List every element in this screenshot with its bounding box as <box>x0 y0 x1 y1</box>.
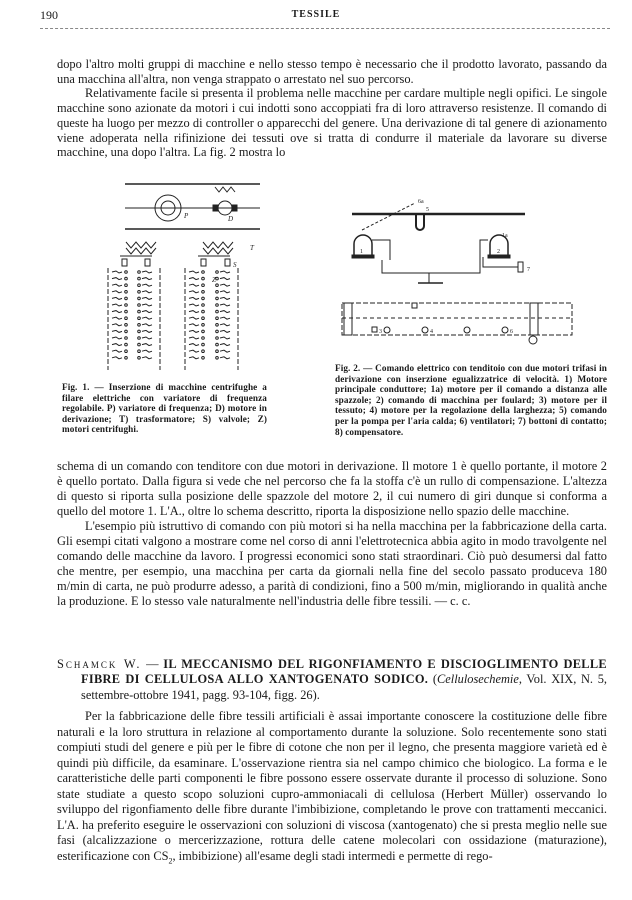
figure-2-caption: Fig. 2. — Comando elettrico con tenditoio con due motori trifasi in derivazione con inserzione egualizzatrice di velocità. 1) Motore principale conduttore; 1a) motore per il comando a distanza alle spazzole; 2) comando di macchina per foulard; 3) motore per il tessuto; 4) motore per la regolazione della larghezza; 5) comando per la pompa per l'aria calda; 6) ventilatori; 7) bottoni di contatto; 8) compensatore. <box>335 363 607 437</box>
contact-mark <box>125 324 128 327</box>
contact-mark <box>138 337 141 340</box>
header-rule <box>40 28 610 29</box>
contact-mark <box>125 330 128 333</box>
contact-mark <box>202 291 205 294</box>
contact-mark <box>202 317 205 320</box>
figure-1-caption: Fig. 1. — Inserzione di macchine centrifughe a filare elettriche con variatore di frequenza regolabile. P) variatore di frequenza; D) motore in derivazione; T) trasformatore; S) valvole; Z) motori centrifughi. <box>62 382 267 435</box>
fig2-label: 5 <box>426 207 429 213</box>
contact-mark <box>125 271 128 274</box>
contact-mark <box>125 343 128 346</box>
figure-2-diagram <box>340 185 585 350</box>
dash: — <box>141 657 164 671</box>
contact-mark <box>138 291 141 294</box>
contact-mark <box>216 330 219 333</box>
switch-mark <box>189 330 199 332</box>
switch-mark <box>142 324 152 326</box>
contact-mark <box>202 330 205 333</box>
contact-mark <box>202 277 205 280</box>
contact-mark <box>138 317 141 320</box>
contact-mark <box>216 297 219 300</box>
contact-mark <box>216 291 219 294</box>
switch-mark <box>142 317 152 319</box>
switch-mark <box>220 344 230 346</box>
fig1-label: Z <box>212 276 216 284</box>
switch-mark <box>189 324 199 326</box>
contact-mark <box>138 324 141 327</box>
switch-mark <box>142 350 152 352</box>
switch-mark <box>112 311 122 313</box>
page-number: 190 <box>40 8 58 22</box>
running-title: TESSILE <box>291 9 341 20</box>
contact-mark <box>216 310 219 313</box>
contact-mark <box>202 350 205 353</box>
switch-mark <box>189 357 199 359</box>
switch-mark <box>112 337 122 339</box>
contact-mark <box>138 297 141 300</box>
switch-mark <box>189 311 199 313</box>
contact-mark <box>138 330 141 333</box>
contact-mark <box>216 277 219 280</box>
switch-mark <box>220 350 230 352</box>
contact-mark <box>125 277 128 280</box>
contact-mark <box>125 304 128 307</box>
article-citation <box>57 657 607 703</box>
fig2-label: 1 <box>360 249 363 255</box>
fig1-label: S <box>233 261 237 269</box>
switch-mark <box>112 324 122 326</box>
switch-mark <box>112 357 122 359</box>
switch-mark <box>142 330 152 332</box>
paragraph: dopo l'altro molti gruppi di macchine e nello stesso tempo è necessario che il prodotto lavorato, passando da una macchina all'altra, non venga strappato o arrestato nel suo percorso. <box>57 57 607 86</box>
switch-mark <box>142 284 152 286</box>
contact-mark <box>138 284 141 287</box>
article-body <box>57 709 607 868</box>
switch-mark <box>189 344 199 346</box>
contact-mark <box>138 277 141 280</box>
contact-mark <box>138 357 141 360</box>
contact-mark <box>202 271 205 274</box>
switch-mark <box>142 271 152 273</box>
switch-mark <box>112 278 122 280</box>
fig1-label: T <box>250 244 254 252</box>
paren: ( <box>428 672 437 687</box>
contact-mark <box>216 271 219 274</box>
switch-mark <box>142 304 152 306</box>
switch-mark <box>220 297 230 299</box>
fig2-label: 6a <box>418 199 424 205</box>
fig2-label: 2 <box>497 249 500 255</box>
switch-mark <box>220 357 230 359</box>
fig2-label: 6 <box>510 329 513 335</box>
switch-mark <box>189 337 199 339</box>
switch-mark <box>112 344 122 346</box>
contact-mark <box>216 337 219 340</box>
body-text: Per la fabbricazione delle fibre tessili artificiali è assai importante conoscere la costituzione delle fibre naturali e la loro struttura in relazione al comportamento durante la soluzione. Solo recentemente sono stati compiuti studi del genere e più per le fibre di cotone che non per il legno, che presenta maggiore varietà ed è quindi più difficile, da esaminare. L'osservazione rientra sia nel campo chimico che biologico. La forma e le caratteristiche delle parti componenti le fibre possono essere osservate durante il processo di soluzione. Sono state studiate a questo scopo soluzioni cupro-ammoniacali di cellulosa (Herbert Müller) osservando lo sviluppo del rigonfiamento delle fibre durante l'imbibizione, completando le prove con trattamenti meccanici. L'A. ha preferito eseguire le osservazioni con soluzioni di viscosa (xantogenato) che si presta meglio nelle sue fasi (alcalizzazione o mercerizzazione, rottura delle catene molecolari con ossidazione (maturazione), esterificazione con CS <box>57 709 607 863</box>
contact-mark <box>216 284 219 287</box>
switch-mark <box>142 337 152 339</box>
contact-mark <box>125 310 128 313</box>
citation-details: , Vol. XIX, N. 5, settembre-ottobre 1941, pagg. 93-104, figg. 26). <box>81 672 608 702</box>
paragraph: L'esempio più istruttivo di comando con più motori si ha nella macchina per la fabbricazione della carta. Gli esempi citati valgono a mostrare come nel corso di anni l'elettrotecnica abbia agito in modo travolgente nel comando delle macchine da lavoro. I progressi economici sono stati straordinari. Ciò può desumersi dal fatto che mentre, per esempio, una macchina per carta da giornali nella fine del secolo passato produceva 180 m/min di carta, ne può produrre adesso, a parità di condizioni, fino a 500 m/min, migliorando in qualità anche la produzione. E lo stesso vale naturalmente nell'industria delle fibre tessili. — c. c. <box>57 519 607 608</box>
contact-mark <box>202 310 205 313</box>
top-text <box>57 57 607 160</box>
switch-mark <box>142 297 152 299</box>
contact-mark <box>202 324 205 327</box>
switch-mark <box>220 271 230 273</box>
switch-mark <box>220 284 230 286</box>
switch-mark <box>112 317 122 319</box>
switch-mark <box>142 311 152 313</box>
switch-mark <box>112 304 122 306</box>
paragraph: schema di un comando con tenditore con due motori in derivazione. Il motore 1 è quello portante, il motore 2 è quello portato. Dalla figura si vede che nel percorso che fa la stoffa c'è un rullo di compensazione. L'altezza di questo si riporta sulla posizione delle spazzole del motore 2, il cui numero di giri dunque si conforma a quello del motore 1. L'A., oltre lo schema descritto, riporta la disposizione nello spazio delle macchine. <box>57 459 607 518</box>
contact-mark <box>216 350 219 353</box>
journal-name: Cellulosechemie <box>436 672 519 687</box>
switch-mark <box>220 337 230 339</box>
switch-mark <box>112 284 122 286</box>
figure-1-diagram <box>100 172 300 372</box>
contact-mark <box>125 284 128 287</box>
middle-text <box>57 459 607 609</box>
switch-mark <box>142 344 152 346</box>
fig2-label: 3 <box>379 329 382 335</box>
contact-mark <box>202 343 205 346</box>
switch-mark <box>220 324 230 326</box>
switch-mark <box>189 271 199 273</box>
contact-mark <box>138 304 141 307</box>
switch-mark <box>220 311 230 313</box>
switch-mark <box>142 291 152 293</box>
contact-mark <box>125 337 128 340</box>
contact-mark <box>125 350 128 353</box>
contact-mark <box>216 324 219 327</box>
switch-mark <box>189 278 199 280</box>
fig1-label: P <box>184 212 189 220</box>
switch-mark <box>220 278 230 280</box>
switch-mark <box>189 297 199 299</box>
contact-mark <box>202 284 205 287</box>
switch-mark <box>189 304 199 306</box>
switch-mark <box>220 304 230 306</box>
fig1-label: D <box>228 215 234 223</box>
switch-mark <box>189 350 199 352</box>
switch-mark <box>189 317 199 319</box>
contact-mark <box>216 357 219 360</box>
contact-mark <box>125 357 128 360</box>
fig2-label: 1a <box>502 233 508 239</box>
contact-mark <box>216 317 219 320</box>
fig2-label: 4 <box>430 329 433 335</box>
contact-mark <box>202 357 205 360</box>
contact-mark <box>138 350 141 353</box>
contact-mark <box>138 310 141 313</box>
contact-mark <box>138 343 141 346</box>
contact-mark <box>216 343 219 346</box>
contact-mark <box>138 271 141 274</box>
contact-mark <box>202 304 205 307</box>
switch-mark <box>112 271 122 273</box>
paragraph: Relativamente facile si presenta il problema nelle macchine per cardare multiple negli opifici. Le singole macchine sono azionate da motori i cui indotti sono accoppiati fra di loro attraverso resistenze. Il comando di queste ha luogo per mezzo di controller o apparecchi del genere. Una derivazione di tal genere di azionamento viene adoperata nella rifinizione dei tessuti ove si tratta di condurre il materiale da lavorare su diverse macchine, una dopo l'altra. La fig. 2 mostra lo <box>57 86 607 160</box>
article-title: IL MECCANISMO DEL RIGONFIAMENTO E DISCIOGLIMENTO DELLE FIBRE DI CELLULOSA ALLO XANTOGENATO SODICO. <box>81 657 607 687</box>
article-author: Schamck W. <box>57 657 142 671</box>
switch-mark <box>220 330 230 332</box>
contact-mark <box>202 297 205 300</box>
switch-mark <box>189 284 199 286</box>
body-text: , imbibizione) all'esame degli stadi intermedi e permette di rego- <box>172 848 493 863</box>
switch-mark <box>112 291 122 293</box>
switch-mark <box>112 330 122 332</box>
contact-mark <box>125 291 128 294</box>
switch-mark <box>142 357 152 359</box>
contact-mark <box>125 317 128 320</box>
switch-mark <box>112 350 122 352</box>
switch-mark <box>112 297 122 299</box>
switch-mark <box>189 291 199 293</box>
switch-mark <box>142 278 152 280</box>
fig2-label: 7 <box>527 267 530 273</box>
subscript: 2 <box>168 855 173 865</box>
contact-mark <box>202 337 205 340</box>
contact-mark <box>125 297 128 300</box>
switch-mark <box>220 317 230 319</box>
switch-mark <box>220 291 230 293</box>
contact-mark <box>216 304 219 307</box>
